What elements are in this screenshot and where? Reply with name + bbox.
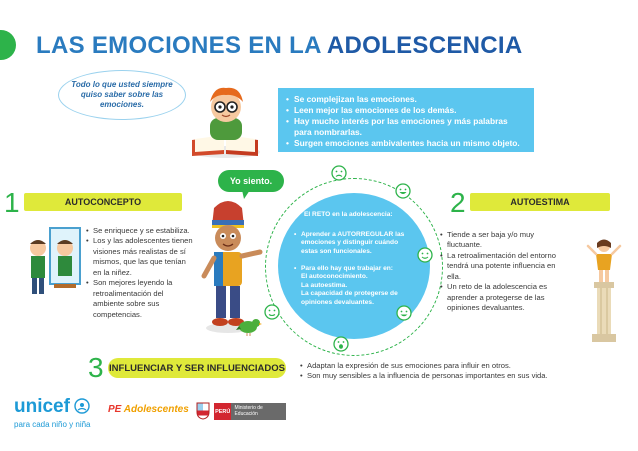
list-item: • Leen mejor las emociones de los demás. (286, 105, 524, 116)
neutral-face-icon (264, 304, 280, 320)
speech-bubble-yo-siento (218, 170, 284, 192)
speech-bubble-yo-siento-text: Yo siento. (229, 176, 273, 186)
section3-header (108, 358, 286, 378)
section1-header-label: AUTOCONCEPTO (64, 197, 142, 207)
page-title (36, 32, 523, 60)
section1-header (24, 193, 182, 211)
list-item: • Aprender a AUTORREGULAR las emociones y distinguir cuándo estas son funcionales. (294, 231, 416, 256)
title-accent: ADOLESCENCIA (326, 32, 523, 59)
emotions-changes-box (278, 88, 534, 152)
title-main: LAS EMOCIONES EN LA (36, 32, 327, 59)
unicef-tagline: para cada niño y niña (14, 420, 91, 429)
list-item: La capacidad de protegerse de opiniones devaluantes. (301, 290, 398, 306)
pe-word: Adolescentes (123, 404, 189, 415)
section1-number: 1 (4, 187, 20, 218)
bird-illustration (236, 316, 262, 336)
boy-reading-illustration (186, 82, 264, 162)
section2-list (440, 230, 558, 314)
ministerio-logo (214, 403, 286, 420)
speech-bubble-intro-text: Todo lo que usted siempre quiso saber sobre las emociones. (71, 80, 173, 109)
list-item: • Adaptan la expresión de sus emociones para influir en otros. (300, 361, 600, 371)
grin-face-icon (396, 305, 412, 321)
list-item: • Tiende a ser baja y/o muy fluctuante. (440, 230, 558, 251)
unicef-logo-text: unicef (14, 396, 70, 417)
list-item: • La retroalimentación del entorno tendrá una potente influencia en ella. (440, 251, 558, 282)
peru-shield-icon (196, 402, 210, 420)
list-item: • Para ello hay que trabajar en: (294, 265, 416, 273)
circle-heading: El RETO en la adolescencia: (304, 211, 393, 218)
list-item: • Hay mucho interés por las emociones y más palabras para nombrarlas. (286, 116, 524, 138)
section1-list (86, 226, 196, 320)
section3-number: 3 (88, 352, 104, 383)
boy-pointing-illustration (196, 196, 266, 336)
section3-header-label: INFLUENCIAR Y SER INFLUENCIADOS (109, 362, 285, 374)
list-item: • Un reto de la adolescencia es aprender a protegerse de las opiniones devaluantes. (440, 282, 558, 313)
list-item: • Son mejores leyendo la retroalimentación del ambiente sobre sus competencias. (86, 278, 196, 320)
speech-bubble-intro (58, 70, 186, 120)
unicef-emblem-icon (74, 398, 90, 414)
pe-adolescentes-logo (108, 404, 189, 415)
list-item: • Los y las adolescentes tienen visiones más realistas de sí mismos, que las que tenían en la niñez. (86, 236, 196, 278)
list-item: El autoconocimiento. (301, 273, 368, 281)
surprised-face-icon (333, 336, 349, 352)
happy-face-icon (395, 183, 411, 199)
smile-face-icon (417, 247, 433, 263)
ministerio-label: Ministerio de Educación (234, 404, 263, 417)
circle-point1 (294, 231, 416, 256)
girl-pedestal-illustration (584, 236, 624, 346)
pe-prefix: PE (108, 404, 124, 415)
section2-header-label: AUTOESTIMA (510, 197, 570, 207)
list-item: • Se enriquece y se estabiliza. (86, 226, 196, 236)
peru-label: PERÚ (214, 403, 231, 420)
list-item: • Son muy sensibles a la influencia de personas importantes en sus vida. (300, 371, 600, 381)
circle-point2 (294, 265, 416, 307)
section2-header (470, 193, 610, 211)
unicef-logo (14, 396, 70, 418)
list-item: • Surgen emociones ambivalentes hacia un mismo objeto. (286, 138, 524, 149)
section3-list (300, 361, 600, 382)
section2-number: 2 (450, 187, 466, 218)
list-item: La autoestima. (301, 281, 348, 289)
green-tab-decoration (0, 30, 16, 60)
sad-face-icon (331, 165, 347, 181)
boy-mirror-illustration (22, 224, 82, 298)
list-item: • Se complejizan las emociones. (286, 94, 524, 105)
